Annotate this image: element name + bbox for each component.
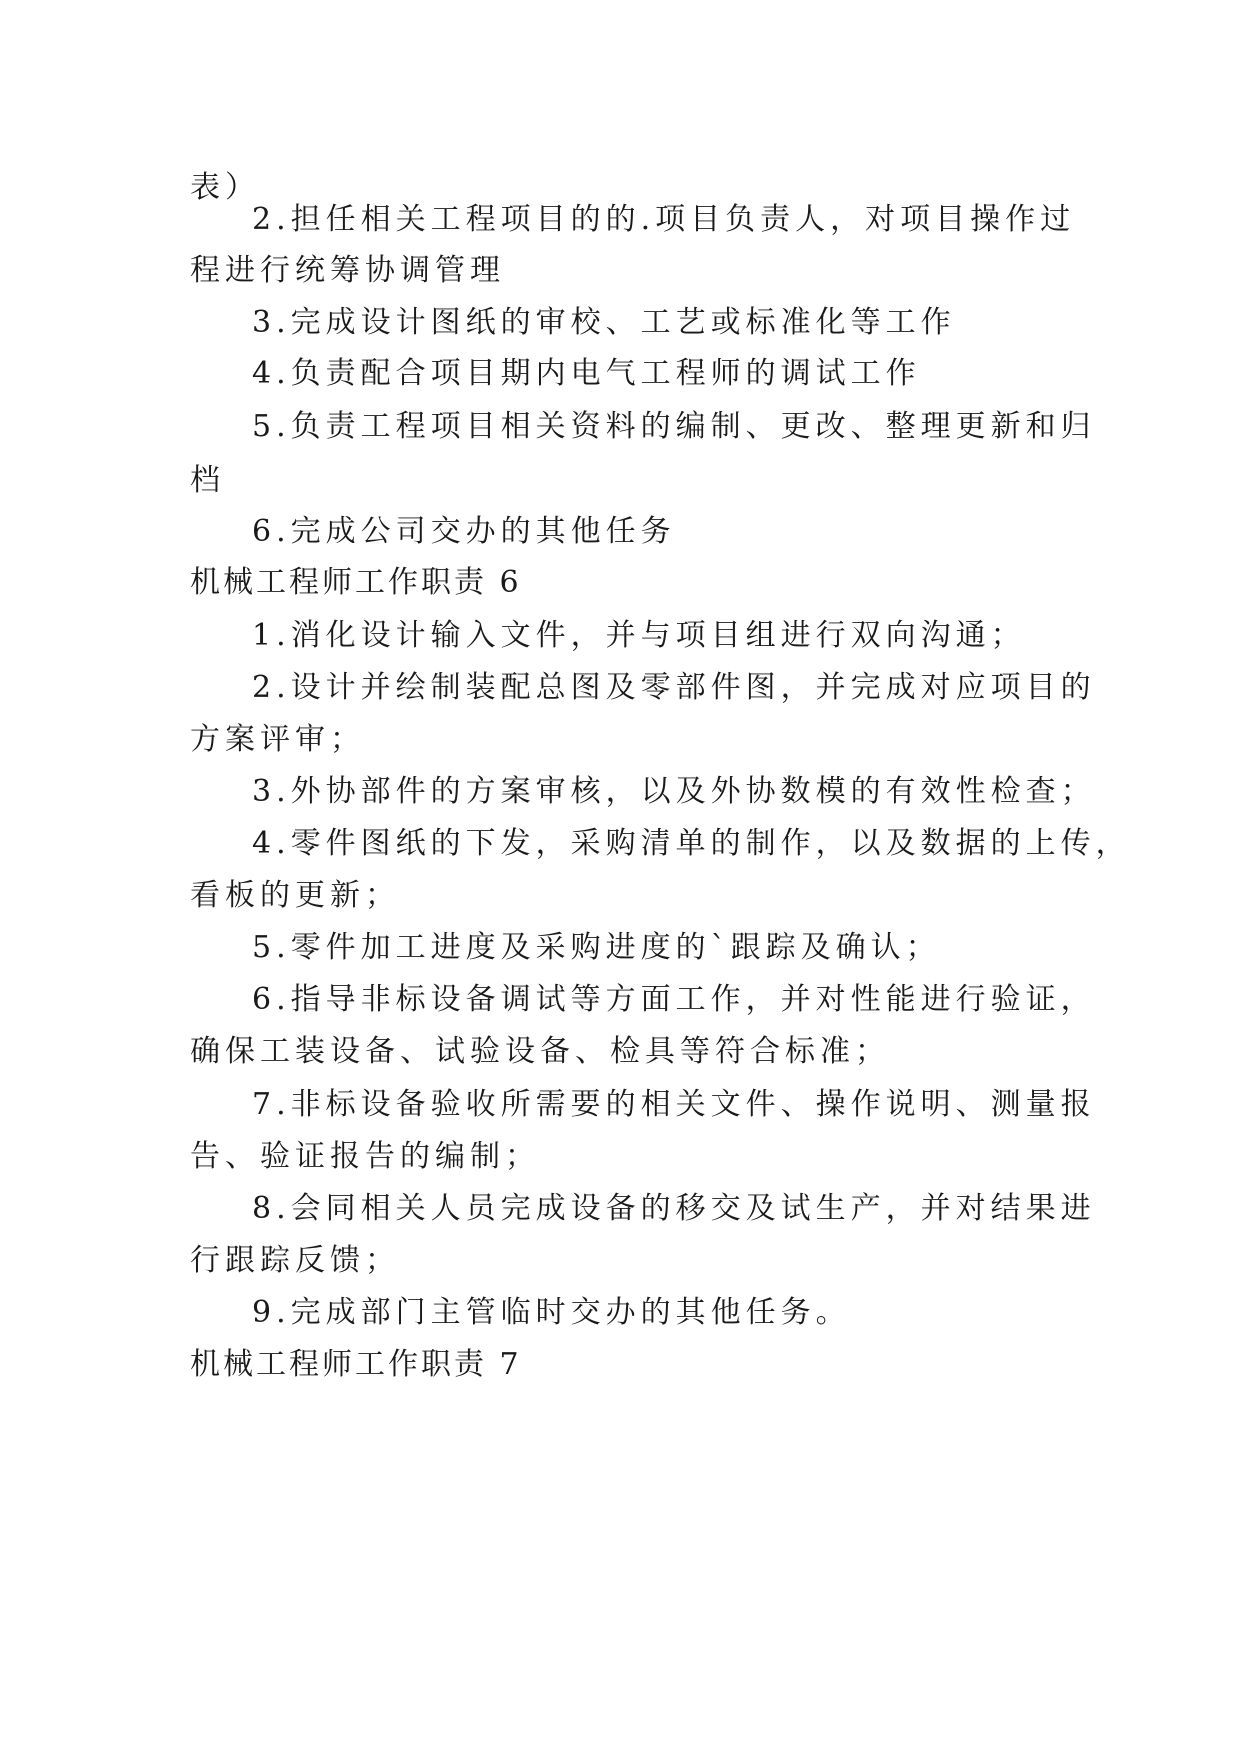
section-heading: 机械工程师工作职责 7 bbox=[190, 1347, 522, 1382]
list-item-text: 6.指导非标设备调试等方面工作，并对性能进行验证， bbox=[252, 982, 1096, 1017]
list-item-text: 2.设计并绘制装配总图及零部件图，并完成对应项目的 bbox=[252, 670, 1096, 705]
list-item-text: 8.会同相关人员完成设备的移交及试生产，并对结果进 bbox=[252, 1191, 1096, 1226]
list-item-text: 1.消化设计输入文件，并与项目组进行双向沟通； bbox=[252, 618, 1026, 653]
list-item-text: 4.负责配合项目期内电气工程师的调试工作 bbox=[252, 356, 921, 391]
text-line: 程进行统筹协调管理 bbox=[190, 253, 505, 288]
text-line: 确保工装设备、试验设备、检具等符合标准； bbox=[190, 1034, 890, 1069]
list-item-text: 7.非标设备验收所需要的相关文件、操作说明、测量报 bbox=[252, 1087, 1096, 1122]
list-item-text: 4.零件图纸的下发，采购清单的制作，以及数据的上传， bbox=[252, 826, 1131, 861]
list-item-text: 9.完成部门主管临时交办的其他任务。 bbox=[252, 1295, 851, 1330]
list-item-text: 3.外协部件的方案审核，以及外协数模的有效性检查； bbox=[252, 774, 1096, 809]
list-item-text: 5.零件加工进度及采购进度的`跟踪及确认； bbox=[252, 930, 941, 965]
list-item-text: 2.担任相关工程项目的的.项目负责人，对项目操作过 bbox=[252, 202, 1076, 237]
text-line: 行跟踪反馈； bbox=[190, 1243, 400, 1278]
list-item-text: 6.完成公司交办的其他任务 bbox=[252, 514, 676, 549]
list-item-text: 5.负责工程项目相关资料的编制、更改、整理更新和归 bbox=[252, 409, 1096, 444]
text-line: 告、验证报告的编制； bbox=[190, 1139, 540, 1174]
text-line: 方案评审； bbox=[190, 722, 365, 757]
section-heading: 机械工程师工作职责 6 bbox=[190, 565, 522, 600]
text-line: 表） bbox=[190, 170, 260, 205]
text-line: 看板的更新； bbox=[190, 878, 400, 913]
text-line: 档 bbox=[190, 463, 225, 498]
list-item-text: 3.完成设计图纸的审校、工艺或标准化等工作 bbox=[252, 305, 956, 340]
